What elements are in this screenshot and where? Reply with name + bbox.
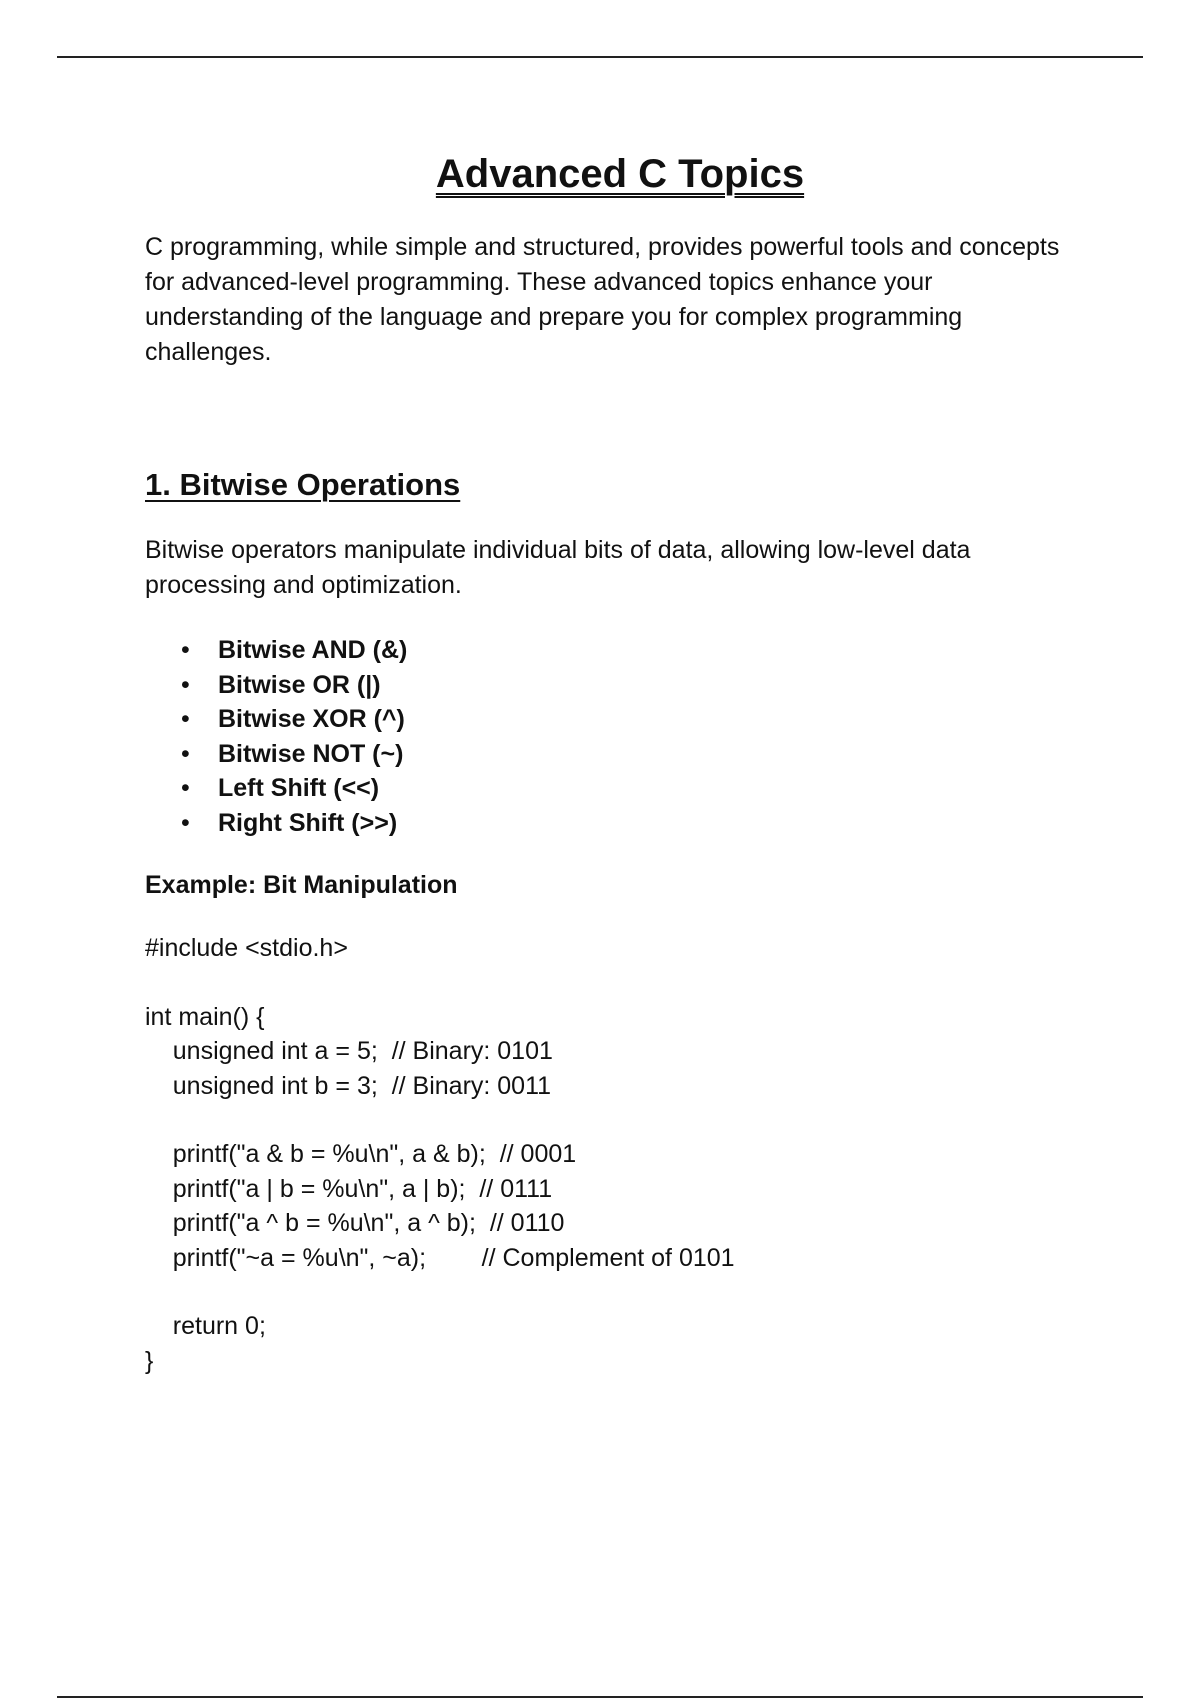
bullet-icon: •	[181, 670, 190, 699]
operator-list	[145, 633, 407, 840]
list-item	[145, 771, 407, 806]
list-item-label: Bitwise AND (&)	[218, 636, 408, 664]
list-item-label: Bitwise NOT (~)	[218, 739, 404, 768]
list-item	[145, 806, 407, 841]
section-heading: 1. Bitwise Operations	[145, 467, 461, 502]
bullet-icon: •	[181, 739, 190, 768]
example-heading: Example: Bit Manipulation	[145, 871, 458, 899]
code-block: #include <stdio.h> int main() { unsigned int a = 5; // Binary: 0101 unsigned int b = 3; // Binary: 0011 printf("a & b = %u\n", a & b); // 0001 printf("a | b = %u\n", a | b); // 0111 printf("a ^ b = %u\n", a ^ b); // 0110 printf("~a = %u\n", ~a); // Complement of 0101 return 0; }	[145, 934, 735, 1375]
bullet-icon: •	[181, 705, 190, 733]
list-item-label: Right Shift (>>)	[218, 808, 398, 837]
section-description: Bitwise operators manipulate individual bits of data, allowing low-level data processing and optimization.	[145, 536, 971, 599]
list-item	[145, 737, 407, 772]
bullet-icon: •	[181, 636, 190, 664]
list-item	[145, 633, 407, 668]
intro-paragraph: C programming, while simple and structured, provides powerful tools and concepts for advanced-level programming. These advanced topics enhance your understanding of the language and prepare you for complex programming challenges.	[145, 233, 1060, 366]
list-item	[145, 702, 407, 737]
document-title	[145, 148, 1095, 200]
bullet-icon: •	[181, 808, 190, 837]
list-item-label: Bitwise OR (|)	[218, 670, 381, 699]
list-item-label: Left Shift (<<)	[218, 774, 380, 802]
document-title-text: Advanced C Topics	[435, 152, 805, 196]
list-item-label: Bitwise XOR (^)	[218, 705, 405, 733]
top-rule	[57, 56, 1143, 58]
list-item	[145, 668, 407, 703]
bottom-rule	[57, 1696, 1143, 1698]
bullet-icon: •	[181, 774, 190, 802]
